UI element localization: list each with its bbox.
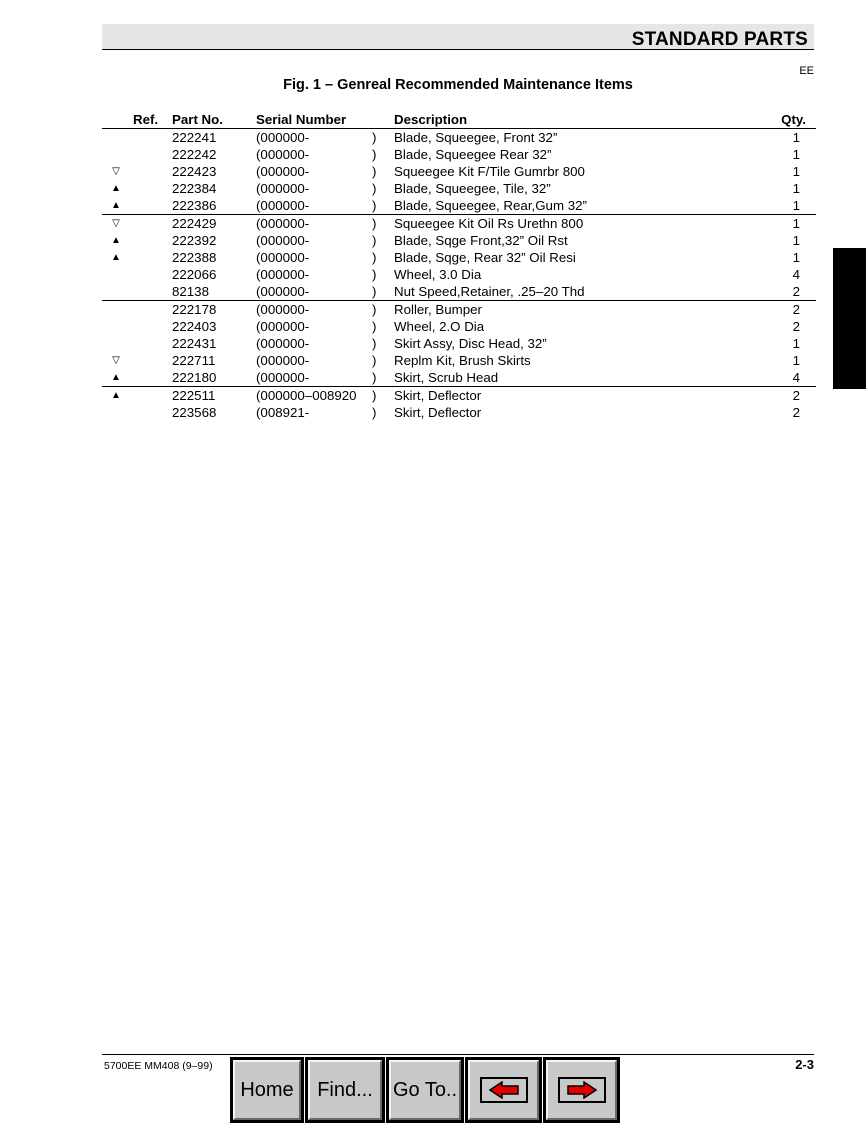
ref-marker: ▽: [112, 218, 120, 229]
col-description: Description: [394, 112, 468, 127]
serial-number: (000000-: [256, 233, 310, 248]
table-row: [102, 387, 816, 404]
table-header: [102, 112, 816, 129]
part-number: 82138: [172, 284, 209, 299]
section-tab-marker: [833, 248, 866, 389]
ref-marker: ▲: [111, 372, 121, 383]
quantity: 1: [792, 233, 800, 248]
serial-close-paren: ): [372, 130, 377, 145]
arrow-left-icon: [489, 1081, 519, 1099]
previous-page-button[interactable]: [465, 1057, 542, 1123]
goto-button-label: Go To..: [392, 1078, 458, 1101]
description: Nut Speed,Retainer, .25–20 Thd: [394, 284, 585, 299]
quantity: 1: [792, 250, 800, 265]
serial-close-paren: ): [372, 388, 377, 403]
ref-marker: ▲: [111, 252, 121, 263]
table-row: [102, 232, 816, 249]
home-button-label: Home: [240, 1078, 294, 1101]
serial-number: (008921-: [256, 405, 310, 420]
col-qty: Qty.: [781, 112, 806, 127]
table-row: [102, 215, 816, 232]
serial-close-paren: ): [372, 336, 377, 351]
description: Wheel, 3.0 Dia: [394, 267, 482, 282]
description: Skirt, Deflector: [394, 388, 482, 403]
description: Squeegee Kit F/Tile Gumrbr 800: [394, 164, 585, 179]
serial-number: (000000-: [256, 164, 310, 179]
table-row: [102, 266, 816, 283]
find-button[interactable]: [305, 1057, 385, 1123]
home-button[interactable]: [230, 1057, 304, 1123]
footer-doc-id: 5700EE MM408 (9–99): [104, 1060, 213, 1072]
description: Roller, Bumper: [394, 302, 482, 317]
serial-close-paren: ): [372, 319, 377, 334]
quantity: 1: [792, 130, 800, 145]
quantity: 2: [792, 405, 800, 420]
description: Blade, Sqge, Rear 32” Oil Resi: [394, 250, 576, 265]
quantity: 4: [792, 370, 800, 385]
quantity: 1: [792, 198, 800, 213]
serial-number: (000000–008920: [256, 388, 357, 403]
quantity: 2: [792, 319, 800, 334]
figure-title: Fig. 1 – Genreal Recommended Maintenance Items: [283, 77, 633, 93]
serial-close-paren: ): [372, 233, 377, 248]
goto-button[interactable]: [386, 1057, 464, 1123]
table-row: [102, 318, 816, 335]
serial-number: (000000-: [256, 302, 310, 317]
col-part-no: Part No.: [172, 112, 223, 127]
edition-code: EE: [799, 65, 814, 77]
table-row: [102, 163, 816, 180]
table-row: [102, 197, 816, 215]
table-row: [102, 369, 816, 387]
page-number: 2-3: [795, 1057, 814, 1072]
serial-number: (000000-: [256, 319, 310, 334]
serial-number: (000000-: [256, 353, 310, 368]
serial-number: (000000-: [256, 198, 310, 213]
section-title: STANDARD PARTS: [631, 29, 808, 50]
table-row: [102, 301, 816, 318]
serial-number: (000000-: [256, 216, 310, 231]
serial-number: (000000-: [256, 284, 310, 299]
part-number: 222386: [172, 198, 217, 213]
ref-marker: ▲: [111, 200, 121, 211]
description: Blade, Squeegee Rear 32”: [394, 147, 552, 162]
quantity: 2: [792, 284, 800, 299]
quantity: 1: [792, 147, 800, 162]
description: Skirt, Scrub Head: [394, 370, 499, 385]
part-number: 223568: [172, 405, 217, 420]
nav-bar: [230, 1057, 620, 1123]
part-number: 222384: [172, 181, 217, 196]
serial-close-paren: ): [372, 370, 377, 385]
find-button-label: Find...: [317, 1078, 373, 1101]
ref-marker: ▽: [112, 166, 120, 177]
serial-number: (000000-: [256, 147, 310, 162]
part-number: 222423: [172, 164, 217, 179]
description: Blade, Sqge Front,32” Oil Rst: [394, 233, 568, 248]
part-number: 222066: [172, 267, 217, 282]
table-row: [102, 129, 816, 146]
col-serial-number: Serial Number: [256, 112, 347, 127]
part-number: 222403: [172, 319, 217, 334]
serial-close-paren: ): [372, 302, 377, 317]
col-ref: Ref.: [133, 112, 159, 127]
quantity: 1: [792, 164, 800, 179]
ref-marker: ▲: [111, 183, 121, 194]
serial-number: (000000-: [256, 370, 310, 385]
part-number: 222388: [172, 250, 217, 265]
quantity: 2: [792, 302, 800, 317]
quantity: 1: [792, 353, 800, 368]
part-number: 222711: [172, 353, 216, 368]
serial-number: (000000-: [256, 267, 310, 282]
ref-marker: ▽: [112, 355, 120, 366]
quantity: 2: [792, 388, 800, 403]
part-number: 222180: [172, 370, 217, 385]
serial-close-paren: ): [372, 267, 377, 282]
ref-marker: ▲: [111, 390, 121, 401]
description: Replm Kit, Brush Skirts: [394, 353, 531, 368]
part-number: 222431: [172, 336, 217, 351]
table-body: [102, 129, 816, 421]
part-number: 222242: [172, 147, 217, 162]
serial-number: (000000-: [256, 336, 310, 351]
description: Wheel, 2.O Dia: [394, 319, 485, 334]
table-row: [102, 249, 816, 266]
serial-close-paren: ): [372, 164, 377, 179]
description: Skirt Assy, Disc Head, 32”: [394, 336, 547, 351]
table-row: [102, 146, 816, 163]
serial-close-paren: ): [372, 250, 377, 265]
serial-close-paren: ): [372, 405, 377, 420]
serial-close-paren: ): [372, 216, 377, 231]
serial-close-paren: ): [372, 198, 377, 213]
table-row: [102, 404, 816, 421]
quantity: 1: [792, 336, 800, 351]
serial-close-paren: ): [372, 353, 377, 368]
next-page-button[interactable]: [543, 1057, 620, 1123]
part-number: 222429: [172, 216, 217, 231]
arrow-right-icon: [567, 1081, 597, 1099]
quantity: 1: [792, 216, 800, 231]
table-row: [102, 283, 816, 301]
quantity: 1: [792, 181, 800, 196]
header-band: [102, 24, 814, 50]
serial-number: (000000-: [256, 181, 310, 196]
ref-marker: ▲: [111, 235, 121, 246]
serial-close-paren: ): [372, 284, 377, 299]
part-number: 222511: [172, 388, 216, 403]
part-number: 222392: [172, 233, 217, 248]
description: Squeegee Kit Oil Rs Urethn 800: [394, 216, 584, 231]
description: Blade, Squeegee, Front 32”: [394, 130, 558, 145]
description: Blade, Squeegee, Tile, 32”: [394, 181, 551, 196]
description: Blade, Squeegee, Rear,Gum 32”: [394, 198, 587, 213]
table-row: [102, 180, 816, 197]
table-row: [102, 335, 816, 352]
serial-close-paren: ): [372, 147, 377, 162]
table-row: [102, 352, 816, 369]
footer-rule: [102, 1054, 814, 1055]
part-number: 222241: [172, 130, 217, 145]
parts-table: [102, 112, 816, 421]
description: Skirt, Deflector: [394, 405, 482, 420]
quantity: 4: [792, 267, 800, 282]
serial-number: (000000-: [256, 130, 310, 145]
part-number: 222178: [172, 302, 217, 317]
serial-number: (000000-: [256, 250, 310, 265]
serial-close-paren: ): [372, 181, 377, 196]
